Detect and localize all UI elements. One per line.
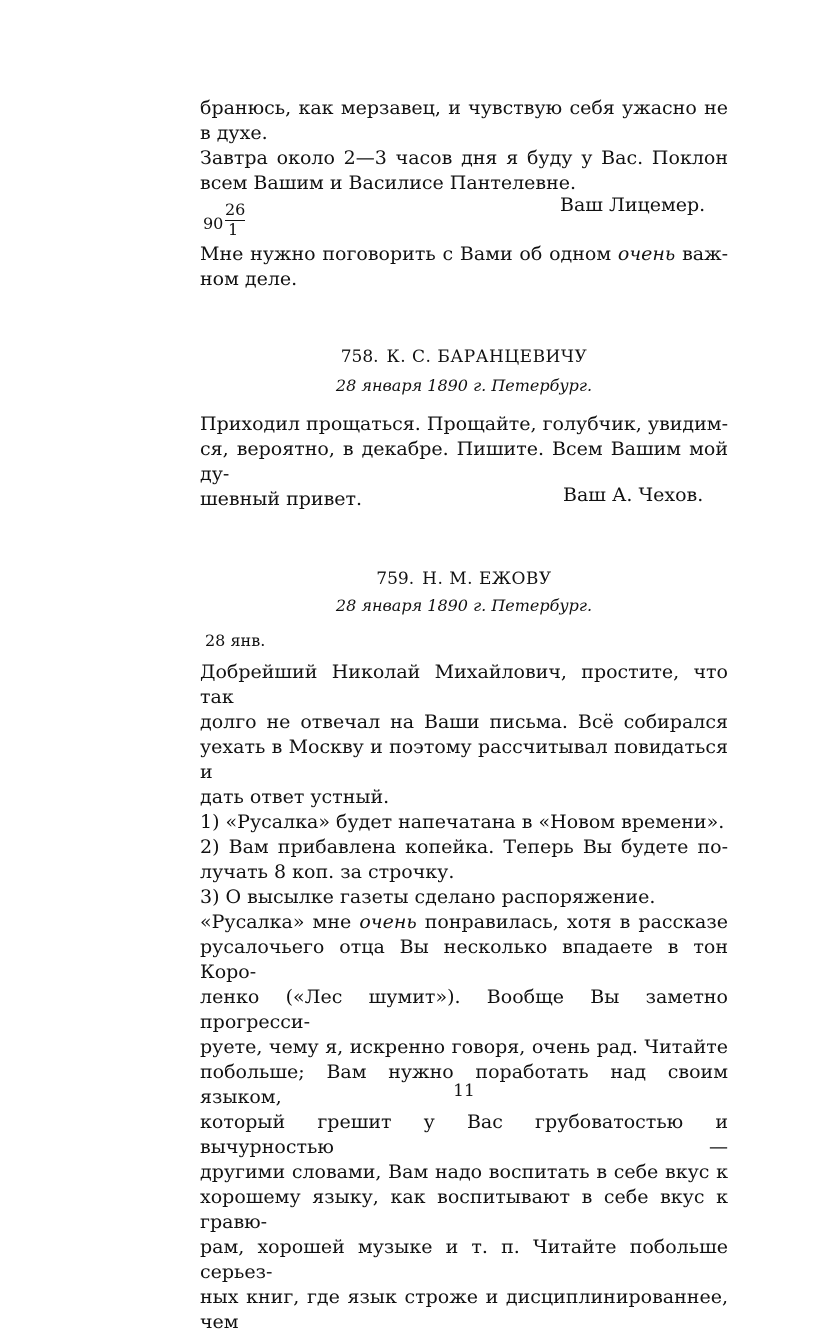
text-line <box>200 242 728 267</box>
letter-758-dateline: 28 января 1890 г. Петербург. <box>335 376 593 395</box>
date-fraction-whole: 90 <box>203 214 224 233</box>
date-fraction-denominator: 1 <box>228 220 239 239</box>
postscript <box>200 242 728 292</box>
top-letter-paragraph-2 <box>200 146 728 196</box>
text-line: уехать в Москву и поэтому рассчитывал повидаться и <box>200 736 728 783</box>
text-line: бранюсь, как мерзавец, и чувствую себя ужасно не <box>200 97 728 119</box>
list-item-2-line: 2) Вам прибавлена копейка. Теперь Вы будете по- <box>200 836 728 858</box>
list-item-3: 3) О высылке газеты сделано распоряжение. <box>200 886 656 908</box>
para2-first-after: понравилась, хотя в рассказе <box>416 911 728 933</box>
signature-chekhov: Ваш А. Чехов. <box>563 484 704 506</box>
letter-759-paragraph-1 <box>200 660 728 1335</box>
postscript-emphasis: очень <box>617 243 676 265</box>
text-line: в духе. <box>200 122 268 144</box>
letter-number: 759. <box>376 569 415 589</box>
text-line: ся, вероятно, в декабре. Пишите. Всем Вашим мой ду- <box>200 438 728 485</box>
text-line: который грешит у Вас грубоватостью и вычурностью — <box>200 1111 728 1158</box>
date-fraction <box>203 200 263 242</box>
text-line: хорошему языку, как воспитывают в себе вкус к гравю- <box>200 1186 728 1233</box>
text-line: побольше; Вам нужно поработать над своим языком, <box>200 1061 728 1108</box>
text-line: ных книг, где язык строже и дисциплинированнее, чем <box>200 1286 728 1333</box>
list-item-1: 1) «Русалка» будет напечатана в «Новом времени». <box>200 811 725 833</box>
letter-759-dateline: 28 января 1890 г. Петербург. <box>335 596 593 615</box>
text-line: дать ответ устный. <box>200 786 390 808</box>
letter-759-date: 28 янв. <box>205 631 266 650</box>
page-number: 11 <box>453 1081 475 1101</box>
text-line: ном деле. <box>200 268 298 290</box>
text-line: долго не отвечал на Ваши письма. Всё собирался <box>200 711 728 733</box>
letter-number: 758. <box>340 347 379 367</box>
text-line: русалочьего отца Вы несколько впадаете в тон Коро- <box>200 936 728 983</box>
text-line: шевный привет. <box>200 488 363 510</box>
text-line: всем Вашим и Василисе Пантелевне. <box>200 172 577 194</box>
letter-addressee: Н. М. ЕЖОВУ <box>422 569 552 589</box>
date-fraction-numerator: 26 <box>225 200 246 219</box>
text-line: ленко («Лес шумит»). Вообще Вы заметно прогресси- <box>200 986 728 1033</box>
signature-litsemer: Ваш Лицемер. <box>560 194 706 216</box>
para2-emphasis: очень <box>359 911 417 933</box>
list-item-2-line: лучать 8 коп. за строчку. <box>200 861 455 883</box>
text-line: Завтра около 2—3 часов дня я буду у Вас. Поклон <box>200 147 728 169</box>
letter-759-heading <box>200 568 728 590</box>
text-line: Добрейший Николай Михайлович, простите, что так <box>200 661 728 708</box>
postscript-before: Мне нужно поговорить с Вами об одном <box>200 243 618 265</box>
top-letter-paragraph-1 <box>200 96 728 146</box>
letter-758-heading <box>200 346 728 368</box>
text-line: Приходил прощаться. Прощайте, голубчик, увидим- <box>200 413 728 435</box>
text-line: другими словами, Вам надо воспитать в себе вкус к <box>200 1161 728 1183</box>
text-line: руете, чему я, искренно говоря, очень рад. Читайте <box>200 1036 728 1058</box>
para2-first-before: «Русалка» мне <box>200 911 360 933</box>
text-line: рам, хорошей музыке и т. п. Читайте побольше серьез- <box>200 1236 728 1283</box>
letter-addressee: К. С. БАРАНЦЕВИЧУ <box>386 347 588 367</box>
text-line <box>200 910 728 935</box>
postscript-after: важ- <box>675 243 728 265</box>
